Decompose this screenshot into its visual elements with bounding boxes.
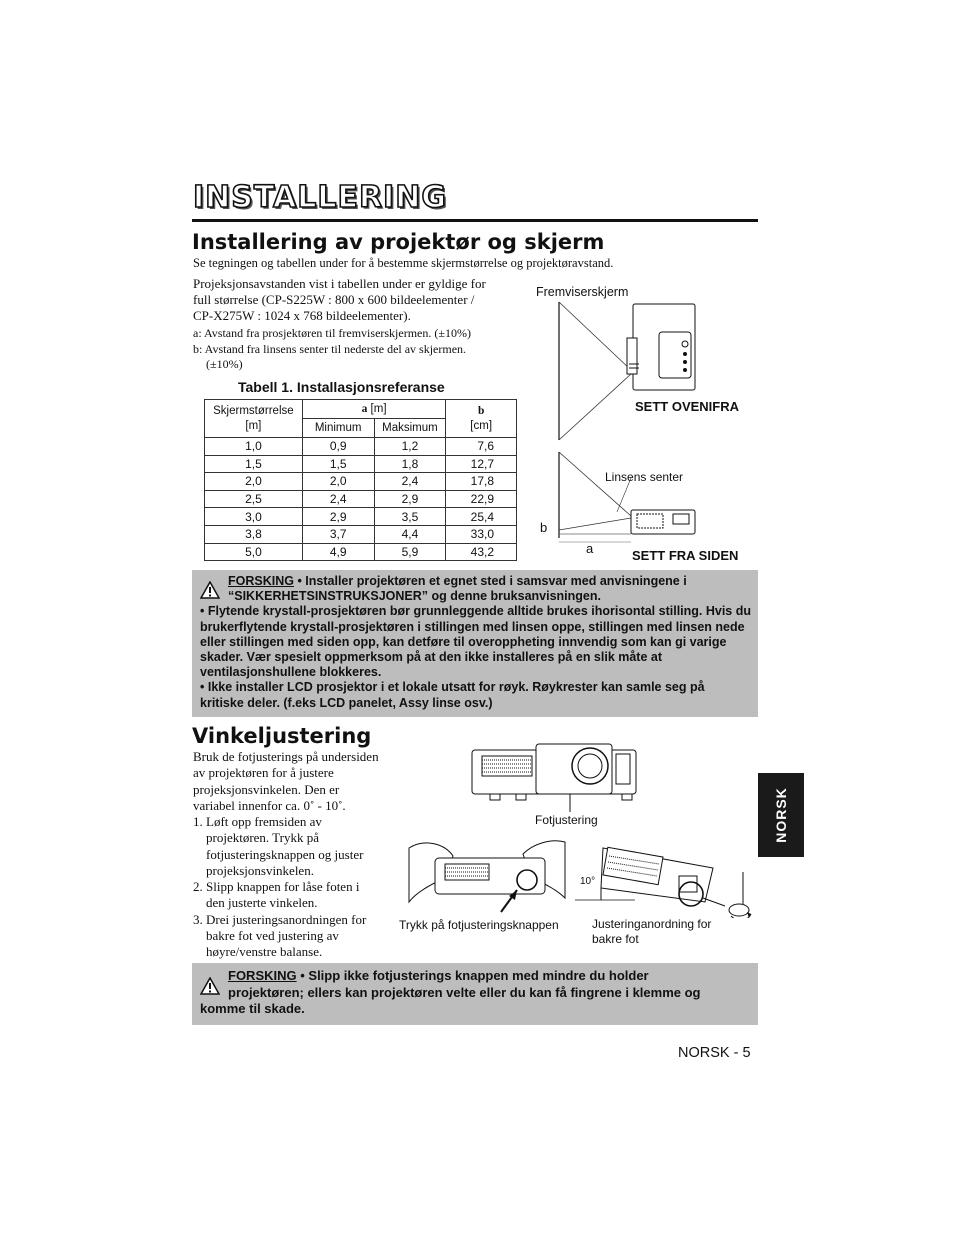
- intro-line: Bruk de fotjusterings på undersiden: [193, 749, 379, 764]
- intro-line: av projektøren for å justere: [193, 765, 334, 781]
- table-cell: 1,0: [205, 438, 303, 456]
- table-cell: 33,0: [446, 525, 517, 543]
- table-cell: 1,2: [374, 438, 446, 456]
- press-button-illustration: [405, 838, 570, 918]
- caution-text-installation: [200, 574, 755, 711]
- table-row: [205, 508, 517, 526]
- caution-text-foot: [200, 968, 755, 1018]
- note-b: b: Avstand fra linsens senter til nederste del av skjermen.: [193, 342, 467, 356]
- caution-line: brukerflytende krystall-prosjektøren i stillingen med linsen oppe, stillingen med linsen nede: [200, 619, 745, 634]
- rear-foot-illustration: [575, 838, 755, 918]
- section-heading-installation: Installering av projektør og skjerm: [192, 230, 605, 254]
- foot-adjust-label: Fotjustering: [535, 813, 598, 827]
- table-title: Tabell 1. Installasjonsreferanse: [238, 379, 445, 395]
- table-cell: 5,9: [374, 543, 446, 561]
- step-item: 2. Slipp knappen for låse foten i den justerte vinkelen.: [193, 879, 360, 911]
- lens-center-label: Linsens senter: [605, 470, 684, 484]
- angle-label: 10°: [580, 876, 596, 887]
- a-label: a: [586, 541, 594, 556]
- paragraph-line: CP-X275W : 1024 x 768 bildeelementer).: [193, 308, 411, 323]
- caution-line: “SIKKERHETSINSTRUKSJONER” og denne bruksanvisningen.: [228, 589, 601, 604]
- screen-label: Fremviserskjerm: [536, 285, 629, 299]
- projection-paragraph: [193, 276, 486, 324]
- table-row: [205, 525, 517, 543]
- table-cell: 2,0: [205, 473, 303, 491]
- note-b-tolerance: (±10%): [206, 357, 243, 371]
- rear-foot-label-line: bakre fot: [592, 932, 639, 946]
- rear-foot-label-line: Justeringanordning for: [592, 917, 712, 931]
- language-side-tab: NORSK: [758, 773, 804, 857]
- header-a: a [m]: [302, 400, 446, 419]
- caution-line: komme til skade.: [200, 1001, 305, 1016]
- table-cell: 1,5: [302, 455, 374, 473]
- projection-diagram: [555, 298, 755, 568]
- intro-line: variabel innenfor ca. 0˚ - 10˚.: [193, 797, 346, 813]
- b-label: b: [540, 520, 548, 535]
- header-maximum: Maksimum: [374, 419, 446, 438]
- section-intro: Se tegningen og tabellen under for å bestemme skjermstørrelse og projektøravstand.: [193, 256, 614, 270]
- paragraph-line: Projeksjonsavstanden vist i tabellen under er gyldige for: [193, 276, 486, 291]
- side-view-label: SETT FRA SIDEN: [632, 548, 739, 563]
- header-minimum: Minimum: [302, 419, 374, 438]
- step-item: 1. Løft opp fremsiden av projektøren. Trykk på fotjusteringsknappen og juster projeksjonsvinkelen.: [193, 814, 364, 878]
- table-cell: 3,5: [374, 508, 446, 526]
- table-cell: 7,6: [446, 438, 517, 456]
- section-heading-angle: Vinkeljustering: [192, 724, 372, 748]
- table-cell: 3,7: [302, 525, 374, 543]
- projector-front-illustration: [470, 742, 640, 814]
- table-cell: 2,5: [205, 490, 303, 508]
- table-cell: 1,5: [205, 455, 303, 473]
- rear-foot-label: [592, 917, 711, 947]
- projector-top-icon: [627, 304, 695, 390]
- table-cell: 12,7: [446, 455, 517, 473]
- table-cell: 2,9: [302, 508, 374, 526]
- table-row: [205, 490, 517, 508]
- table-cell: 4,9: [302, 543, 374, 561]
- angle-intro: [193, 749, 379, 814]
- note-a: a: Avstand fra prosjektøren til fremviserskjermen. (±10%): [193, 326, 471, 340]
- title-divider: [192, 219, 758, 222]
- table-row: [205, 455, 517, 473]
- table-cell: 2,4: [302, 490, 374, 508]
- table-cell: 3,0: [205, 508, 303, 526]
- caution-line: • Installer projektøren et egnet sted i samsvar med anvisningene i: [293, 574, 687, 588]
- caution-line: kritiske deler. (f.eks LCD panelet, Assy linse osv.): [200, 695, 493, 710]
- table-row: [205, 473, 517, 491]
- angle-steps: [193, 814, 366, 961]
- caution-line: • Slipp ikke fotjusterings knappen med mindre du holder: [296, 968, 649, 983]
- paragraph-line: full størrelse (CP-S225W : 800 x 600 bildeelementer /: [193, 292, 475, 307]
- caution-line: eller stillingen med siden opp, kan detføre til overoppheting innvendig som kan gi varige: [200, 634, 727, 649]
- projector-side-icon: [631, 510, 695, 534]
- installation-reference-table: [204, 399, 517, 561]
- table-cell: 3,8: [205, 525, 303, 543]
- table-row: [205, 543, 517, 561]
- caution-label: FORSKING: [228, 968, 297, 983]
- caution-line: • Flytende krystall-prosjektøren bør grunnleggende alltide brukes ihorisontal stilling. Hvis du: [200, 604, 752, 619]
- table-cell: 4,4: [374, 525, 446, 543]
- table-cell: 0,9: [302, 438, 374, 456]
- press-button-label: Trykk på fotjusteringsknappen: [399, 918, 559, 932]
- table-cell: 5,0: [205, 543, 303, 561]
- intro-line: projeksjonsvinkelen. Den er: [193, 781, 340, 797]
- caution-line: ventilasjonshullene blokkeres.: [200, 665, 382, 680]
- table-cell: 22,9: [446, 490, 517, 508]
- page-title: INSTALLERING: [193, 180, 447, 215]
- page-number: NORSK - 5: [678, 1045, 751, 1061]
- caution-line: skader. Vær spesielt oppmerksom på at den ikke installeres på en slik måte at: [200, 650, 663, 665]
- caution-line: projektøren; ellers kan projektøren velte eller du kan få fingrene i klemme og: [228, 984, 701, 1000]
- table-cell: 1,8: [374, 455, 446, 473]
- table-row: [205, 438, 517, 456]
- step-item: 3. Drei justeringsanordningen for bakre fot ved justering av høyre/venstre balanse.: [193, 911, 367, 960]
- header-screen-size: Skjermstørrelse [m]: [205, 400, 303, 438]
- table-cell: 2,0: [302, 473, 374, 491]
- table-cell: 43,2: [446, 543, 517, 561]
- caution-line: • Ikke installer LCD prosjektor i et lokale utsatt for røyk. Røykrester kan samle seg på: [200, 680, 705, 695]
- caution-label: FORSKING: [228, 574, 294, 588]
- table-cell: 2,9: [374, 490, 446, 508]
- top-view-label: SETT OVENIFRA: [635, 399, 740, 414]
- table-cell: 25,4: [446, 508, 517, 526]
- table-cell: 17,8: [446, 473, 517, 491]
- header-b: b [cm]: [446, 400, 517, 438]
- table-cell: 2,4: [374, 473, 446, 491]
